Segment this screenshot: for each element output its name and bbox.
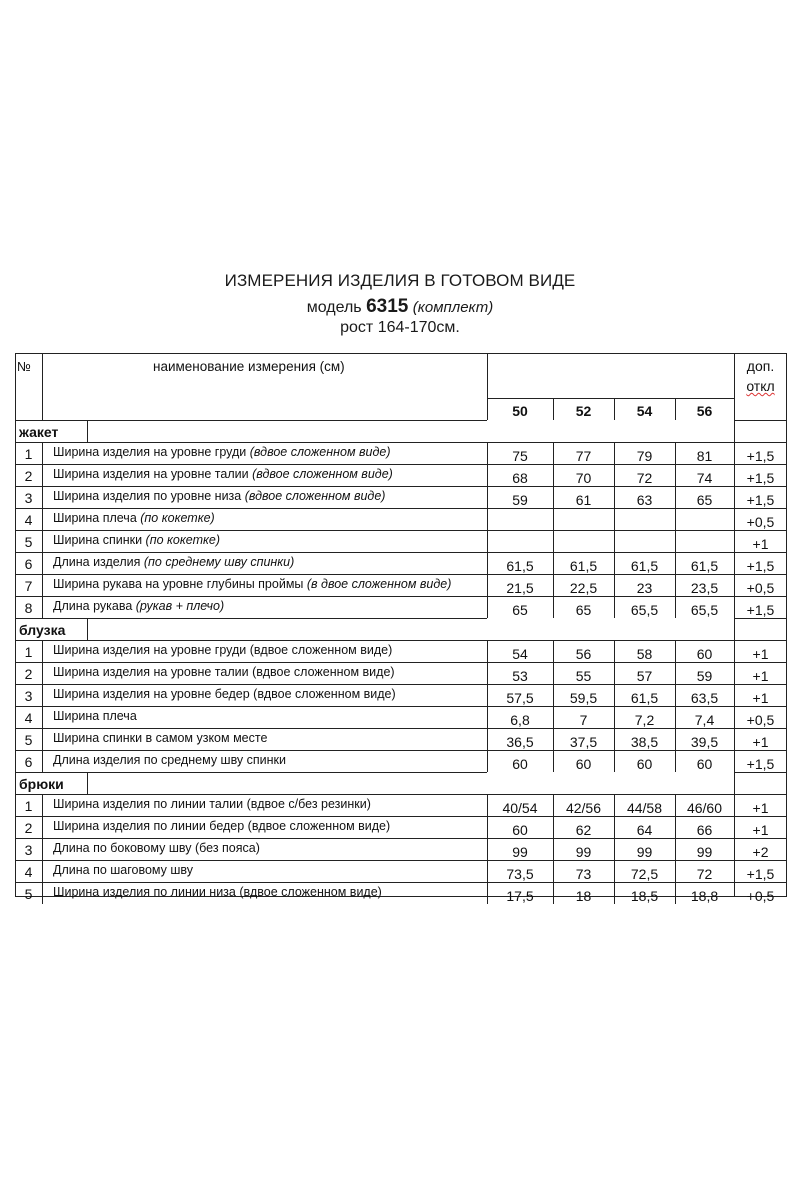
size-value: 57,5: [506, 689, 534, 706]
size-value: 61,5: [506, 557, 534, 574]
document-title: ИЗМЕРЕНИЯ ИЗДЕЛИЯ В ГОТОВОМ ВИДЕ: [224, 271, 576, 290]
size-value: 65: [575, 601, 592, 618]
size-value: 21,5: [506, 579, 534, 596]
size-value: 39,5: [690, 733, 719, 750]
size-header-54: 54: [636, 403, 653, 419]
row-divider-num: [42, 794, 43, 816]
measurement-note: (рукав + плечо): [135, 599, 225, 613]
row-number: 7: [24, 578, 33, 594]
measurement-label: Ширина изделия по линии низа (вдвое сложенном виде): [53, 885, 382, 899]
size-value: 60: [696, 645, 713, 662]
size-header-56: 56: [696, 403, 713, 419]
size-value: 58: [636, 645, 653, 662]
size-value: [553, 511, 614, 530]
size-value: 68: [512, 469, 528, 486]
size-value: 56: [575, 645, 592, 662]
measurement-label: Ширина рукава на уровне глубины проймы: [53, 577, 304, 591]
measurement-label: Ширина плеча: [53, 511, 137, 525]
measurement-name: [53, 596, 485, 618]
tolerance-value: +1,5: [746, 491, 775, 508]
measurement-name: [53, 508, 485, 530]
size-value: [487, 533, 553, 552]
size-value: 40/54: [502, 799, 538, 816]
row-divider-num: [42, 860, 43, 882]
measurement-name: [53, 486, 485, 508]
size-value: 61,5: [630, 689, 659, 706]
size-value: 38,5: [630, 733, 659, 750]
section-title: жакет: [19, 424, 59, 440]
size-value: 77: [575, 447, 592, 464]
row-number: 3: [24, 490, 33, 506]
measurement-label: Ширина изделия по уровне низа: [53, 489, 242, 503]
tolerance-value: +0,5: [746, 579, 775, 596]
measurement-name: [53, 750, 485, 772]
size-value: 44/58: [626, 799, 663, 816]
size-value: 22,5: [569, 579, 598, 596]
row-number: 5: [24, 732, 33, 748]
size-value: 72: [636, 469, 653, 486]
size-value: 60: [636, 755, 653, 772]
size-value: 59,5: [569, 689, 598, 706]
measurement-label: Ширина спинки в самом узком месте: [53, 731, 268, 745]
size-value: [675, 511, 734, 530]
row-number: 2: [24, 666, 33, 682]
size-header-50: 50: [512, 403, 528, 419]
row-number: 2: [24, 820, 33, 836]
size-value: 65,5: [630, 601, 659, 618]
size-value: 60: [512, 755, 528, 772]
size-value: 75: [512, 447, 528, 464]
size-value: 64: [636, 821, 653, 838]
size-value: 65: [696, 491, 713, 508]
tolerance-value: +1: [752, 645, 769, 662]
size-value: 57: [636, 667, 653, 684]
size-value: 61,5: [690, 557, 719, 574]
size-header-divider: [553, 398, 554, 420]
size-value: 53: [512, 667, 528, 684]
size-value: 65,5: [690, 601, 719, 618]
measurement-note: (по среднему шву спинки): [143, 555, 295, 569]
measurement-name: [53, 882, 485, 904]
measurement-note: (по кокетке): [145, 533, 221, 547]
measurement-label: Ширина изделия по линии бедер (вдвое сложенном виде): [53, 819, 391, 833]
row-divider-num: [42, 640, 43, 662]
measurement-name: [53, 442, 485, 464]
size-value: 66: [696, 821, 713, 838]
row-divider-num: [42, 728, 43, 750]
tolerance-value: +1,5: [746, 601, 775, 618]
size-value: 42/56: [565, 799, 602, 816]
row-number: 8: [24, 600, 33, 616]
size-header-divider: [675, 398, 676, 420]
measurement-label: Ширина изделия на уровне талии (вдвое сложенном виде): [53, 665, 395, 679]
measurement-label: Длина изделия: [53, 555, 141, 569]
measurement-label: Ширина изделия по линии талии (вдвое с/без резинки): [53, 797, 371, 811]
size-value: 36,5: [506, 733, 534, 750]
section-top-line-tol: [734, 618, 787, 619]
measurement-label: Ширина изделия на уровне груди (вдвое сложенном виде): [53, 643, 393, 657]
tolerance-value: +1,5: [746, 865, 775, 882]
tolerance-value: +1,5: [746, 557, 775, 574]
tolerance-value: +1: [752, 689, 769, 706]
measurement-note: (вдвое сложенном виде): [244, 489, 386, 503]
size-value: 62: [575, 821, 592, 838]
size-value: 60: [575, 755, 592, 772]
measurement-name: [53, 464, 485, 486]
row-divider-num: [42, 750, 43, 772]
measurements-table: [15, 353, 787, 904]
section-title: блузка: [19, 622, 66, 638]
size-value: 46/60: [686, 799, 723, 816]
tolerance-value: +2: [752, 843, 769, 860]
size-value: [487, 511, 553, 530]
size-value: [614, 533, 675, 552]
size-header-divider: [614, 398, 615, 420]
size-value: 65: [512, 601, 528, 618]
measurement-label: Длина изделия по среднему шву спинки: [53, 753, 287, 767]
measurement-name: [53, 530, 485, 552]
row-number: 4: [24, 710, 33, 726]
row-divider-num: [42, 684, 43, 706]
section-title-box-right: [87, 772, 88, 794]
row-number: 5: [24, 534, 33, 550]
row-number: 4: [24, 512, 33, 528]
row-number: 1: [24, 446, 33, 462]
size-value: [614, 511, 675, 530]
size-value: 63,5: [690, 689, 719, 706]
row-divider-num: [42, 552, 43, 574]
size-value: 55: [575, 667, 592, 684]
size-value: 73: [575, 865, 592, 882]
measurement-note: (по кокетке): [140, 511, 215, 525]
size-value: [553, 533, 614, 552]
row-divider-num: [42, 706, 43, 728]
measurement-name: [53, 816, 485, 838]
measurement-name: [53, 860, 485, 882]
row-divider-num: [42, 816, 43, 838]
measurement-name: [53, 794, 485, 816]
row-divider-num: [42, 464, 43, 486]
section-title-box-right: [87, 420, 88, 442]
measurement-label: Ширина спинки: [53, 533, 143, 547]
size-value: 54: [512, 645, 528, 662]
size-value: 23: [636, 579, 653, 596]
tolerance-value: +1: [752, 821, 769, 838]
size-value: 99: [696, 843, 713, 860]
measurement-label: Ширина изделия на уровне бедер (вдвое сложенном виде): [53, 687, 396, 701]
size-value: 59: [696, 667, 713, 684]
model-prefix: модель: [306, 299, 362, 316]
tolerance-value: +1,5: [746, 755, 775, 772]
row-number: 3: [24, 842, 33, 858]
measurement-label: Ширина изделия на уровне талии: [53, 467, 249, 481]
row-divider-num: [42, 486, 43, 508]
size-value: 7,2: [634, 711, 655, 728]
size-value: 60: [512, 821, 528, 838]
measurement-label: Длина по боковому шву (без пояса): [53, 841, 260, 855]
row-divider-num: [42, 574, 43, 596]
measurement-name: [53, 728, 485, 750]
row-divider-num: [42, 442, 43, 464]
size-value: 61,5: [630, 557, 659, 574]
tolerance-value: +1: [752, 799, 769, 816]
row-divider-num: [42, 838, 43, 860]
measurement-label: Длина по шаговому шву: [53, 863, 194, 877]
row-number: 1: [24, 644, 33, 660]
size-value: 73,5: [506, 865, 534, 882]
section-title: брюки: [19, 776, 64, 792]
tolerance-value: +0,5: [746, 513, 775, 530]
measurement-name: [53, 662, 485, 684]
size-value: 74: [696, 469, 713, 486]
row-divider-num: [42, 530, 43, 552]
tolerance-value: +1: [752, 733, 769, 750]
divider-num-name: [42, 353, 43, 420]
measurement-name: [53, 684, 485, 706]
size-value: [675, 533, 734, 552]
row-number: 3: [24, 688, 33, 704]
row-divider-num: [42, 882, 43, 904]
section-top-line-tol: [734, 420, 787, 421]
row-number: 1: [24, 798, 33, 814]
size-value: 61,5: [569, 557, 598, 574]
size-value: 61: [575, 491, 592, 508]
size-value: 72,5: [630, 865, 659, 882]
size-value: 81: [696, 447, 713, 464]
size-value: 79: [636, 447, 653, 464]
model-line: [0, 296, 800, 318]
size-value: 60: [696, 755, 713, 772]
measurement-name: [53, 838, 485, 860]
row-number: 5: [24, 886, 33, 902]
size-value: 99: [512, 843, 528, 860]
table-border-top: [15, 353, 787, 354]
measurement-note: (вдвое сложенном виде): [252, 467, 393, 481]
measurement-note: (в двое сложенном виде): [306, 577, 452, 591]
column-name-header: наименование измерения (см): [153, 359, 345, 374]
model-number: 6315: [366, 296, 409, 317]
row-divider-num: [42, 662, 43, 684]
tolerance-value: +0,5: [746, 711, 775, 728]
section-title-box-right: [87, 618, 88, 640]
size-value: 99: [575, 843, 592, 860]
size-value: 70: [575, 469, 592, 486]
measurement-name: [53, 640, 485, 662]
size-value: 18,5: [630, 887, 659, 904]
size-value: 7,4: [694, 711, 715, 728]
size-value: 59: [512, 491, 528, 508]
height-range: рост 164-170см.: [340, 319, 460, 336]
size-header-52: 52: [575, 403, 592, 419]
header-mid-line: [487, 398, 734, 399]
size-value: 17,5: [506, 887, 534, 904]
size-value: 18,8: [690, 887, 719, 904]
measurement-label: Ширина изделия на уровне груди: [53, 445, 247, 459]
tolerance-value: +1,5: [746, 469, 775, 486]
row-number: 6: [24, 556, 33, 572]
size-value: 63: [636, 491, 653, 508]
size-value: 6,8: [510, 711, 530, 728]
row-divider-num: [42, 508, 43, 530]
tolerance-value: +1: [752, 667, 769, 684]
size-value: 18: [575, 887, 592, 904]
tolerance-header-line2: откл: [746, 378, 775, 394]
model-suffix: (комплект): [412, 299, 494, 316]
tolerance-header-line1: доп.: [746, 358, 775, 374]
size-value: 37,5: [569, 733, 598, 750]
column-number-header: №: [17, 359, 31, 374]
tolerance-value: +0,5: [746, 887, 775, 904]
measurement-label: Ширина плеча: [53, 709, 137, 723]
row-number: 6: [24, 754, 33, 770]
measurement-name: [53, 552, 485, 574]
row-number: 2: [24, 468, 33, 484]
size-value: 7: [579, 711, 588, 728]
tolerance-value: +1,5: [746, 447, 775, 464]
tolerance-value: +1: [752, 535, 769, 552]
size-value: 99: [636, 843, 653, 860]
section-top-line-tol: [734, 772, 787, 773]
measurement-name: [53, 574, 485, 596]
size-value: 23,5: [690, 579, 719, 596]
measurement-name: [53, 706, 485, 728]
row-number: 4: [24, 864, 33, 880]
row-divider-num: [42, 596, 43, 618]
measurement-note: (вдвое сложенном виде): [249, 445, 391, 459]
measurement-label: Длина рукава: [53, 599, 133, 613]
size-value: 72: [696, 865, 713, 882]
